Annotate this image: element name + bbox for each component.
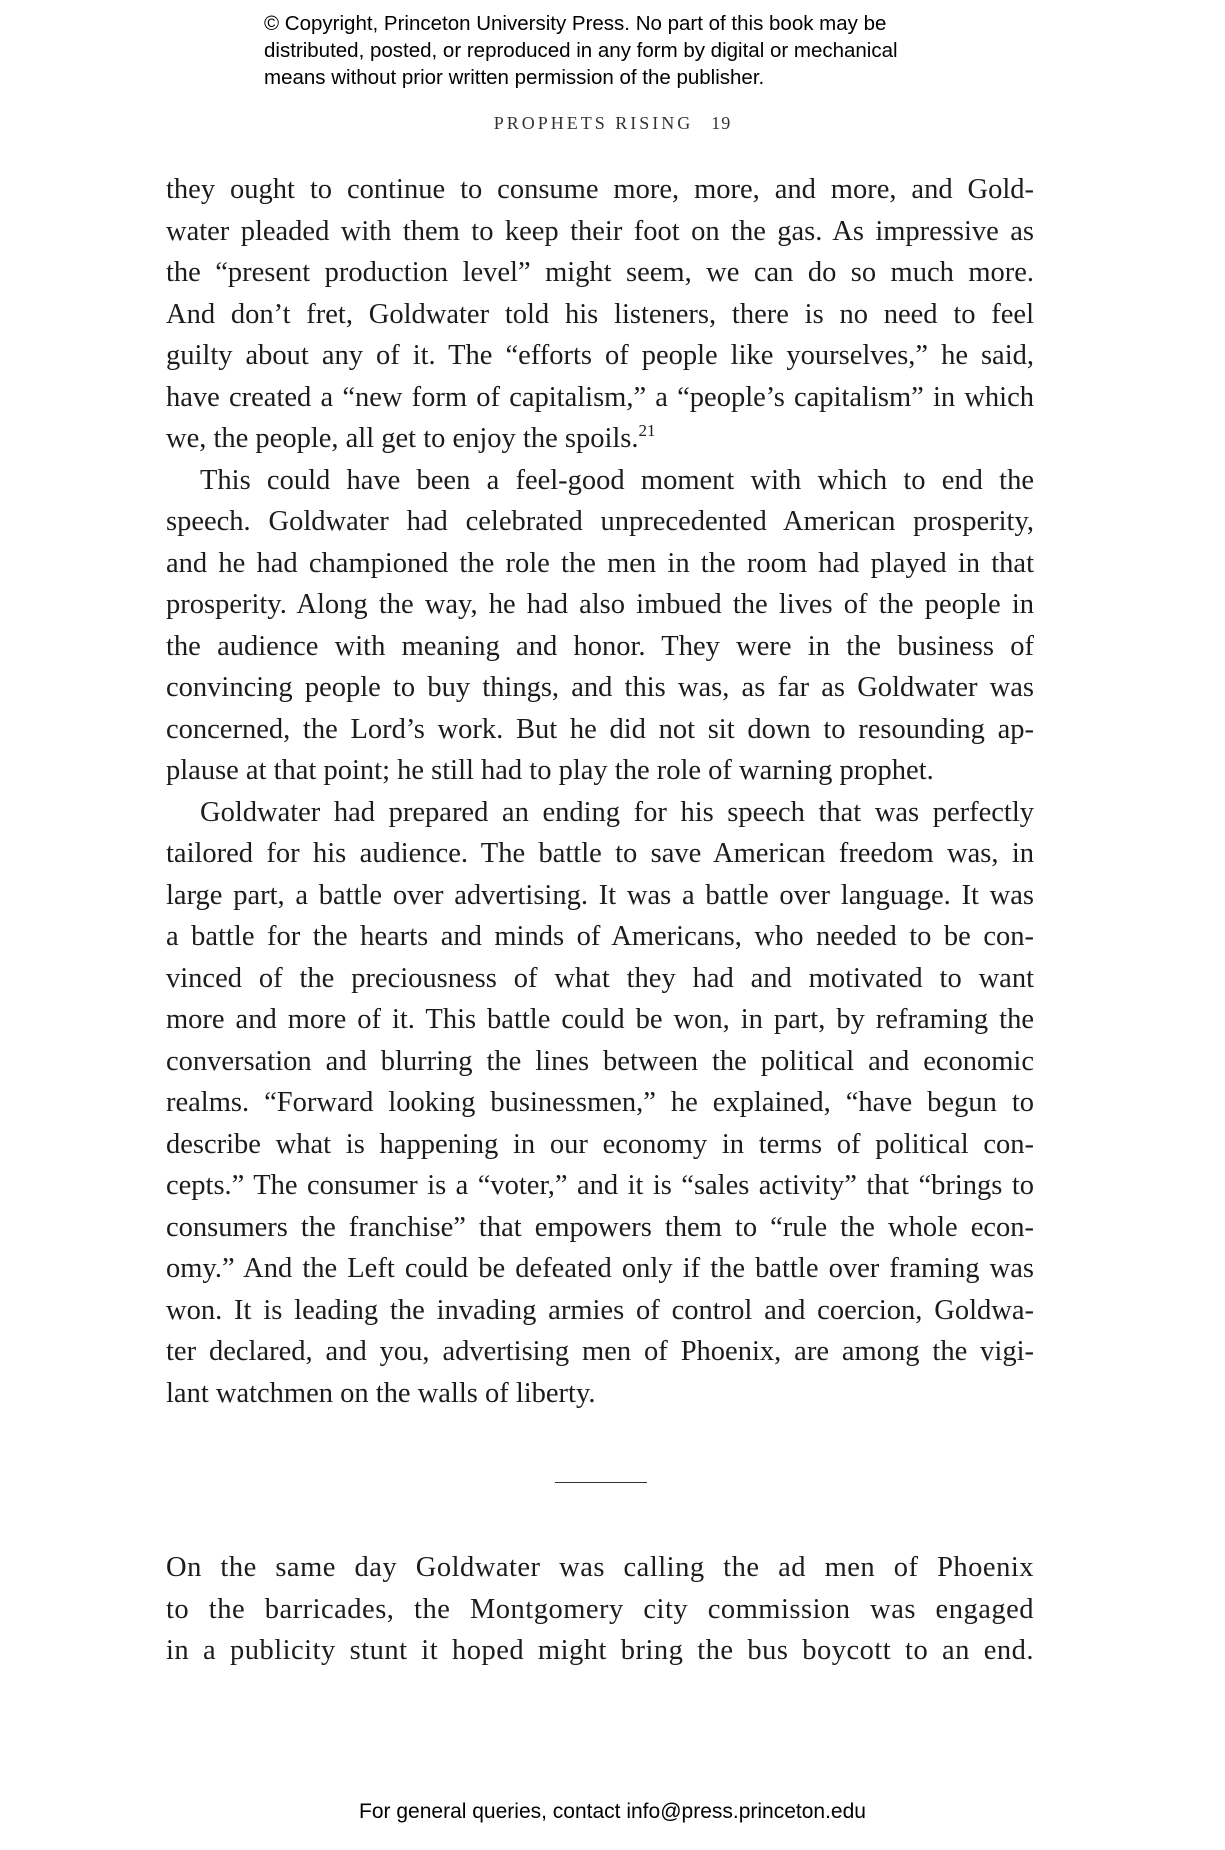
text-line: lant watchmen on the walls of liberty. xyxy=(166,1377,596,1409)
paragraph-1 xyxy=(166,169,1034,460)
footnote-reference: 21 xyxy=(638,421,656,440)
text-line: guilty about any of it. The “efforts of people like yourselves,” he said, xyxy=(166,340,1034,371)
text-line: they ought to continue to consume more, more, and more, and Gold- xyxy=(166,174,1034,205)
text-line: won. It is leading the invading armies of control and coercion, Goldwa- xyxy=(166,1294,1034,1326)
text-line: realms. “Forward looking businessmen,” he explained, “have begun to xyxy=(166,1087,1034,1118)
text-line: more and more of it. This battle could be won, in part, by reframing the xyxy=(166,1004,1034,1035)
text-line: speech. Goldwater had celebrated unprecedented American prosperity, xyxy=(166,506,1034,537)
text-line: Goldwater had prepared an ending for his speech that was perfectly xyxy=(200,796,1034,828)
body-text xyxy=(166,169,1034,1414)
text-line: the audience with meaning and honor. They were in the business of xyxy=(166,630,1034,662)
text-line: have created a “new form of capitalism,” a “people’s capitalism” in which xyxy=(166,381,1034,413)
text-line: convincing people to buy things, and this was, as far as Goldwater was xyxy=(166,672,1034,703)
text-line: omy.” And the Left could be defeated only if the battle over framing was xyxy=(166,1253,1034,1284)
text-line: a battle for the hearts and minds of Americans, who needed to be con- xyxy=(166,921,1034,952)
footer-contact: For general queries, contact info@press.princeton.edu xyxy=(359,1800,866,1823)
paragraph-3 xyxy=(166,792,1034,1415)
text-line: This could have been a feel-good moment with which to end the xyxy=(200,464,1034,496)
copyright-line: © Copyright, Princeton University Press. No part of this book may be xyxy=(264,12,887,35)
text-line: concerned, the Lord’s work. But he did not sit down to resounding ap- xyxy=(166,713,1034,745)
section-divider xyxy=(555,1482,647,1483)
text-line: the “present production level” might seem, we can do so much more. xyxy=(166,257,1034,288)
text-line: in a publicity stunt it hoped might bring the bus boycott to an end. xyxy=(166,1635,1034,1666)
copyright-notice xyxy=(264,10,1024,91)
text-line: conversation and blurring the lines between the political and economic xyxy=(166,1045,1034,1077)
text-line: and he had championed the role the men in the room had played in that xyxy=(166,547,1034,579)
text-line: to the barricades, the Montgomery city commission was engaged xyxy=(166,1593,1034,1625)
page-number: 19 xyxy=(711,113,732,133)
text-line-content: we, the people, all get to enjoy the spoils. xyxy=(166,423,639,454)
text-line xyxy=(166,418,1034,460)
paragraph-2 xyxy=(166,460,1034,792)
copyright-line: means without prior written permission of the publisher. xyxy=(264,66,765,89)
text-line: water pleaded with them to keep their foot on the gas. As impressive as xyxy=(166,215,1034,247)
running-head xyxy=(0,113,1225,134)
text-line: ter declared, and you, advertising men of Phoenix, are among the vigi- xyxy=(166,1336,1034,1367)
text-line: cepts.” The consumer is a “voter,” and it is “sales activity” that “brings to xyxy=(166,1170,1034,1201)
text-line: large part, a battle over advertising. It was a battle over language. It was xyxy=(166,879,1034,911)
text-line: And don’t fret, Goldwater told his listeners, there is no need to feel xyxy=(166,298,1034,330)
text-line: consumers the franchise” that empowers them to “rule the whole econ- xyxy=(166,1211,1034,1243)
text-line: vinced of the preciousness of what they had and motivated to want xyxy=(166,962,1034,994)
copyright-line: distributed, posted, or reproduced in any form by digital or mechanical xyxy=(264,39,898,62)
section-opening xyxy=(166,1547,1034,1672)
running-head-title: PROPHETS RISING xyxy=(493,113,694,133)
text-line: describe what is happening in our economy in terms of political con- xyxy=(166,1128,1034,1160)
text-line: On the same day Goldwater was calling the ad men of Phoenix xyxy=(166,1552,1034,1583)
text-line: tailored for his audience. The battle to save American freedom was, in xyxy=(166,838,1034,869)
text-line: plause at that point; he still had to play the role of warning prophet. xyxy=(166,755,934,786)
text-line: prosperity. Along the way, he had also imbued the lives of the people in xyxy=(166,589,1034,620)
